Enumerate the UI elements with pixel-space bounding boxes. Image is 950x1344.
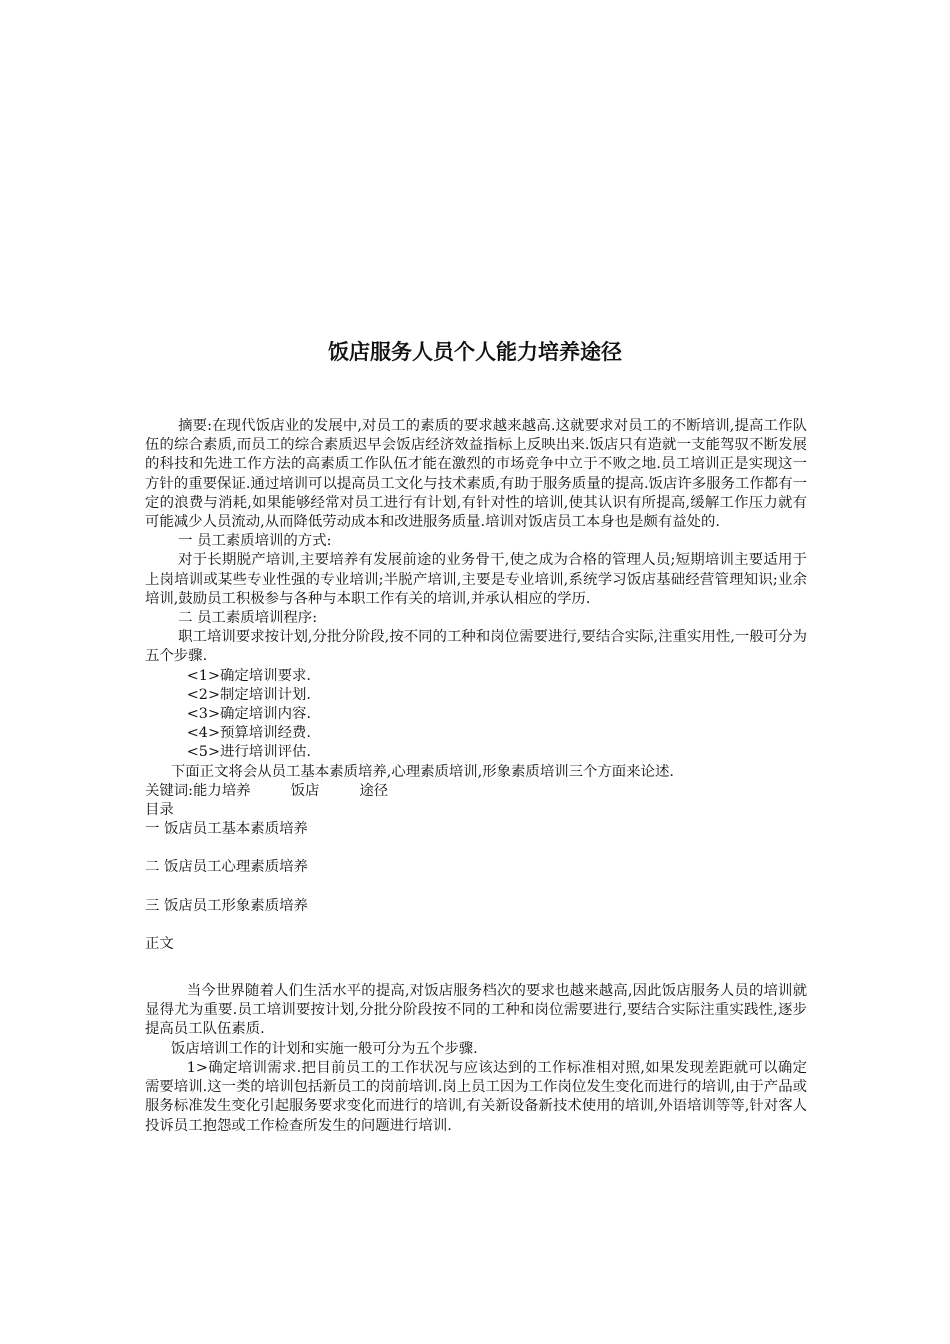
keywords-line [145, 782, 807, 801]
keyword-item: 饭店 [290, 782, 320, 799]
toc-item: 二 饭店员工心理素质培养 [145, 859, 308, 876]
keyword-item: 能力培养 [193, 782, 251, 799]
toc-heading: 目录 [145, 802, 174, 819]
document-content [145, 417, 807, 1136]
abstract-paragraph: 摘要:在现代饭店业的发展中,对员工的素质的要求越来越高.这就要求对员工的不断培训,提高工作队伍的综合素质,而员工的综合素质迟早会饭店经济效益指标上反映出来.饭店只有造就一支能驾驭不断发展的科技和先进工作方法的高素质工作队伍才能在激烈的市场竞争中立于不败之地.员工培训正是实现这一方针的重要保证.通过培训可以提高员工文化与技术素质,有助于服务质量的提高.饭店许多服务工作都有一定的浪费与消耗,如果能够经常对员工进行有计划,有针对性的培训,使其认识有所提高,缓解工作压力就有可能减少人员流动,从而降低劳动成本和改进服务质量.培训对饭店员工本身也是颇有益处的. [145, 418, 807, 531]
body-paragraph: 1>确定培训需求.把目前员工的工作状况与应该达到的工作标准相对照,如果发现差距就可以确定需要培训.这一类的培训包括新员工的岗前培训.岗上员工因为工作岗位发生变化而进行的培训,由于产品或服务标准发生变化引起服务要求变化而进行的培训,有关新设备新技术使用的培训,外语培训等等,针对客人投诉员工抱怨或工作检查所发生的问题进行培训. [145, 1059, 807, 1134]
step-item: <1>确定培训要求. [186, 667, 311, 684]
section2-paragraph: 职工培训要求按计划,分批分阶段,按不同的工种和岗位需要进行,要结合实际,注重实用性,一般可分为五个步骤. [145, 629, 807, 665]
body-paragraph: 当今世界随着人们生活水平的提高,对饭店服务档次的要求也越来越高,因此饭店服务人员的培训就显得尤为重要.员工培训要按计划,分批分阶段按不同的工种和岗位需要进行,要结合实际注重实践性,逐步提高员工队伍素质. [145, 983, 807, 1038]
body-paragraph: 饭店培训工作的计划和实施一般可分为五个步骤. [170, 1040, 478, 1057]
intro-line: 下面正文将会从员工基本素质培养,心理素质培训,形象素质培训三个方面来论述. [170, 763, 674, 780]
section1-heading: 一 员工素质培训的方式: [178, 533, 332, 550]
keywords-label: 关键词: [145, 782, 194, 799]
section2-heading: 二 员工素质培训程序: [178, 610, 318, 627]
body-heading: 正文 [145, 935, 174, 952]
step-item: <5>进行培训评估. [186, 744, 311, 761]
keyword-item: 途径 [359, 782, 389, 799]
document-title: 饭店服务人员个人能力培养途径 [328, 340, 622, 364]
step-item: <3>确定培训内容. [186, 706, 311, 723]
section1-paragraph: 对于长期脱产培训,主要培养有发展前途的业务骨干,使之成为合格的管理人员;短期培训主要适用于上岗培训或某些专业性强的专业培训;半脱产培训,主要是专业培训,系统学习饭店基础经营管理知识;业余培训,鼓励员工积极参与各种与本职工作有关的培训,并承认相应的学历. [145, 552, 807, 607]
step-item: <2>制定培训计划. [186, 686, 311, 703]
step-item: <4>预算培训经费. [186, 725, 311, 742]
toc-item: 一 饭店员工基本素质培养 [145, 821, 308, 838]
toc-item: 三 饭店员工形象素质培养 [145, 897, 308, 914]
